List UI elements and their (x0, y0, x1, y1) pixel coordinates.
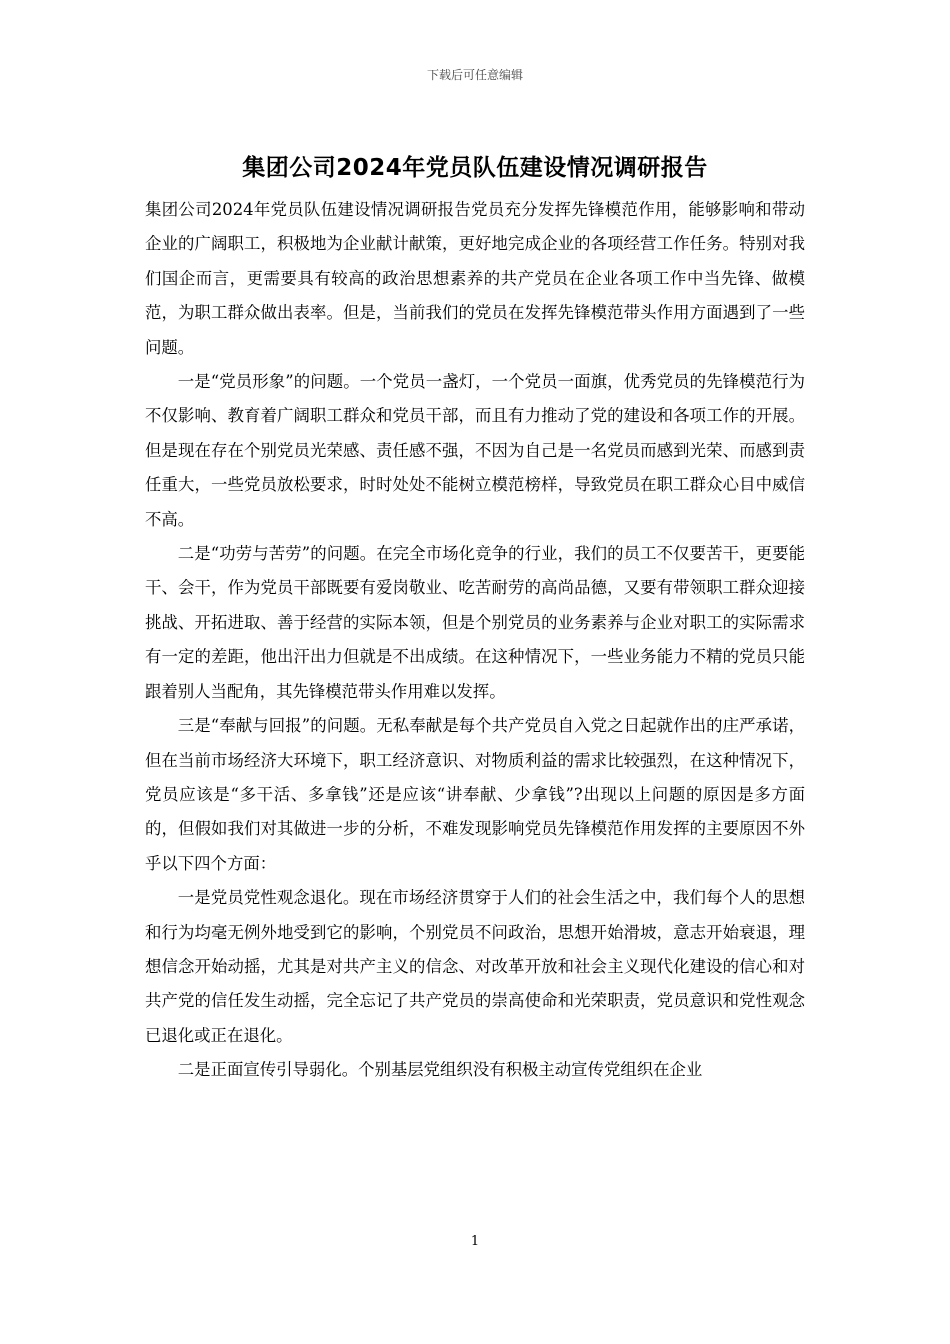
body-paragraph: 二是“功劳与苦劳”的问题。在完全市场化竞争的行业，我们的员工不仅要苦干，更要能干、会干，作为党员干部既要有爱岗敬业、吃苦耐劳的高尚品德，又要有带领职工群众迎接挑战、开拓进取、善于经营的实际本领，但是个别党员的业务素养与企业对职工的实际需求有一定的差距，他出汗出力但就是不出成绩。在这种情况下，一些业务能力不精的党员只能跟着别人当配角，其先锋模范带头作用难以发挥。 (145, 544, 805, 701)
document-body (145, 193, 805, 1088)
body-paragraph: 三是“奉献与回报”的问题。无私奉献是每个共产党员自入党之日起就作出的庄严承诺，但在当前市场经济大环境下，职工经济意识、对物质利益的需求比较强烈，在这种情况下，党员应该是“多干活、多拿钱”还是应该“讲奉献、少拿钱”?出现以上问题的原因是多方面的，但假如我们对其做进一步的分析，不难发现影响党员先锋模范作用发挥的主要原因不外乎以下四个方面： (145, 716, 805, 873)
body-paragraph: 一是党员党性观念退化。现在市场经济贯穿于人们的社会生活之中，我们每个人的思想和行为均毫无例外地受到它的影响，个别党员不问政治，思想开始滑坡，意志开始衰退，理想信念开始动摇，尤其是对共产主义的信念、对改革开放和社会主义现代化建设的信心和对共产党的信任发生动摇，完全忘记了共产党员的崇高使命和光荣职责，党员意识和党性观念已退化或正在退化。 (145, 888, 805, 1045)
header-note: 下载后可任意编辑 (426, 68, 523, 82)
body-paragraph: 集团公司2024年党员队伍建设情况调研报告党员充分发挥先锋模范作用，能够影响和带动企业的广阔职工，积极地为企业献计献策，更好地完成企业的各项经营工作任务。特别对我们国企而言，更需要具有较高的政治思想素养的共产党员在企业各项工作中当先锋、做模范，为职工群众做出表率。但是，当前我们的党员在发挥先锋模范带头作用方面遇到了一些问题。 (145, 200, 805, 357)
body-paragraph: 二是正面宣传引导弱化。个别基层党组织没有积极主动宣传党组织在企业 (177, 1060, 703, 1080)
document-title: 集团公司2024年党员队伍建设情况调研报告 (242, 155, 708, 181)
page-number: 1 (470, 1234, 480, 1249)
body-paragraph: 一是“党员形象”的问题。一个党员一盏灯，一个党员一面旗，优秀党员的先锋模范行为不仅影响、教育着广阔职工群众和党员干部，而且有力推动了党的建设和各项工作的开展。但是现在存在个别党员光荣感、责任感不强，不因为自己是一名党员而感到光荣、而感到责任重大，一些党员放松要求，时时处处不能树立模范榜样，导致党员在职工群众心目中威信不高。 (145, 372, 805, 529)
